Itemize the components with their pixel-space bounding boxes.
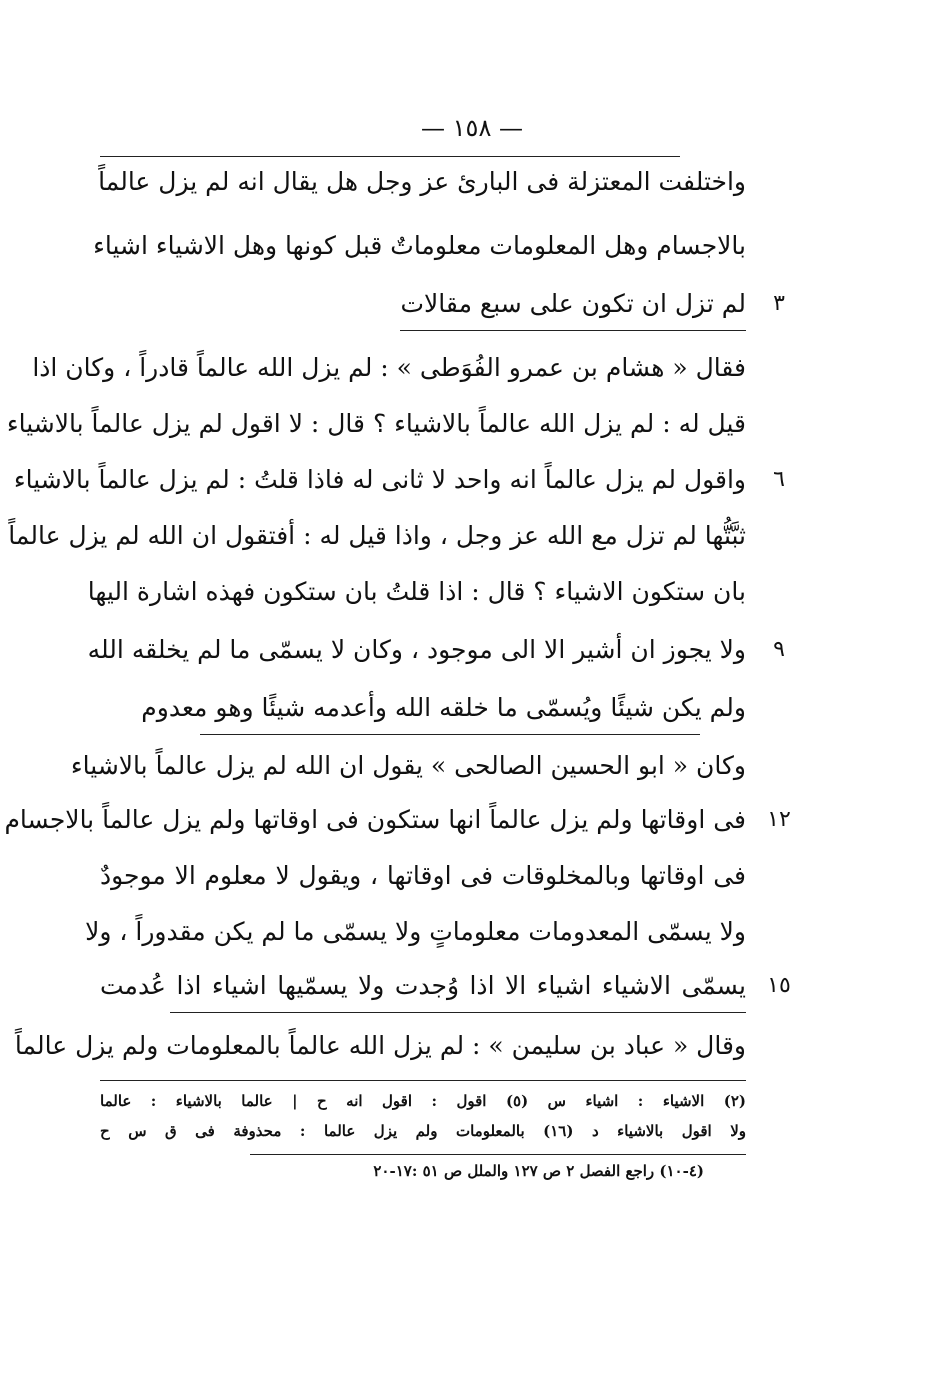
- text-line: فى اوقاتها وبالمخلوقات فى اوقاتها ، ويقول لا معلوم الا موجودٌ: [100, 861, 746, 890]
- text-line: يسمّى الاشياء اشياء الا اذا وُجدت ولا يسمّيها اشياء اذا عُدمت: [100, 971, 746, 1000]
- page-number: — ١٥٨ —: [421, 114, 523, 142]
- text-line: وقال « عباد بن سليمن » : لم يزل الله عالماً بالمعلومات ولم يزل عالماً: [14, 1031, 746, 1060]
- text-line: قيل له : لم يزل الله عالماً بالاشياء ؟ قال : لا اقول لم يزل عالماً بالاشياء: [6, 409, 746, 438]
- header-rule: [100, 156, 680, 157]
- text-line: بان ستكون الاشياء ؟ قال : اذا قلتُ بان ستكون فهذه اشارة اليها: [87, 577, 746, 606]
- text-line: لم تزل ان تكون على سبع مقالات: [400, 289, 746, 318]
- text-line: فقال « هشام بن عمرو الفُوَطى » : لم يزل الله عالماً قادراً ، وكان اذا: [32, 353, 746, 382]
- paragraph-rule: [200, 734, 700, 735]
- text-line: واختلفت المعتزلة فى البارئ عز وجل هل يقال انه لم يزل عالماً: [98, 167, 746, 196]
- text-line: ثبَّتُّها لم تزل مع الله عز وجل ، واذا قيل له : أفتقول ان الله لم يزل عالماً: [8, 521, 746, 550]
- footnote-variant-line: (٢) الاشياء : اشياء س (٥) اقول : اقول انه ح | عالما بالاشياء : عالما: [100, 1092, 746, 1110]
- text-line: وكان « ابو الحسين الصالحى » يقول ان الله لم يزل عالماً بالاشياء: [70, 751, 746, 780]
- line-number: ٣: [773, 291, 785, 316]
- text-line: ولم يكن شيئًا ويُسمّى ما خلقه الله وأعدمه شيئًا وهو معدوم: [141, 693, 746, 722]
- paragraph-rule: [400, 330, 746, 331]
- footnote-reference-line: (٤-١٠) راجع الفصل ٢ ص ١٢٧ والملل ص ٥١ :١٧-٢٠: [373, 1162, 704, 1180]
- line-number: ٦: [773, 467, 785, 492]
- text-line: فى اوقاتها ولم يزل عالماً انها ستكون فى اوقاتها ولم يزل عالماً بالاجسام: [4, 805, 746, 834]
- line-number: ٩: [773, 637, 785, 662]
- footnote-section-rule: [250, 1154, 746, 1155]
- footnote-variant-line: ولا اقول بالاشياء د (١٦) بالمعلومات ولم يزل عالما : محذوفة فى ق س ح: [100, 1122, 746, 1140]
- line-number: ١٥: [767, 973, 791, 998]
- text-line: واقول لم يزل عالماً انه واحد لا ثانى له فاذا قلتُ : لم يزل عالماً بالاشياء: [13, 465, 746, 494]
- footnote-rule: [100, 1080, 746, 1081]
- paragraph-rule: [170, 1012, 746, 1013]
- line-number: ١٢: [767, 807, 791, 832]
- text-line: ولا يسمّى المعدومات معلوماتٍ ولا يسمّى ما لم يكن مقدوراً ، ولا: [85, 917, 746, 946]
- text-line: ولا يجوز ان أشير الا الى موجود ، وكان لا يسمّى ما لم يخلقه الله: [87, 635, 746, 664]
- text-line: بالاجسام وهل المعلومات معلوماتٌ قبل كونها وهل الاشياء اشياء: [93, 231, 746, 260]
